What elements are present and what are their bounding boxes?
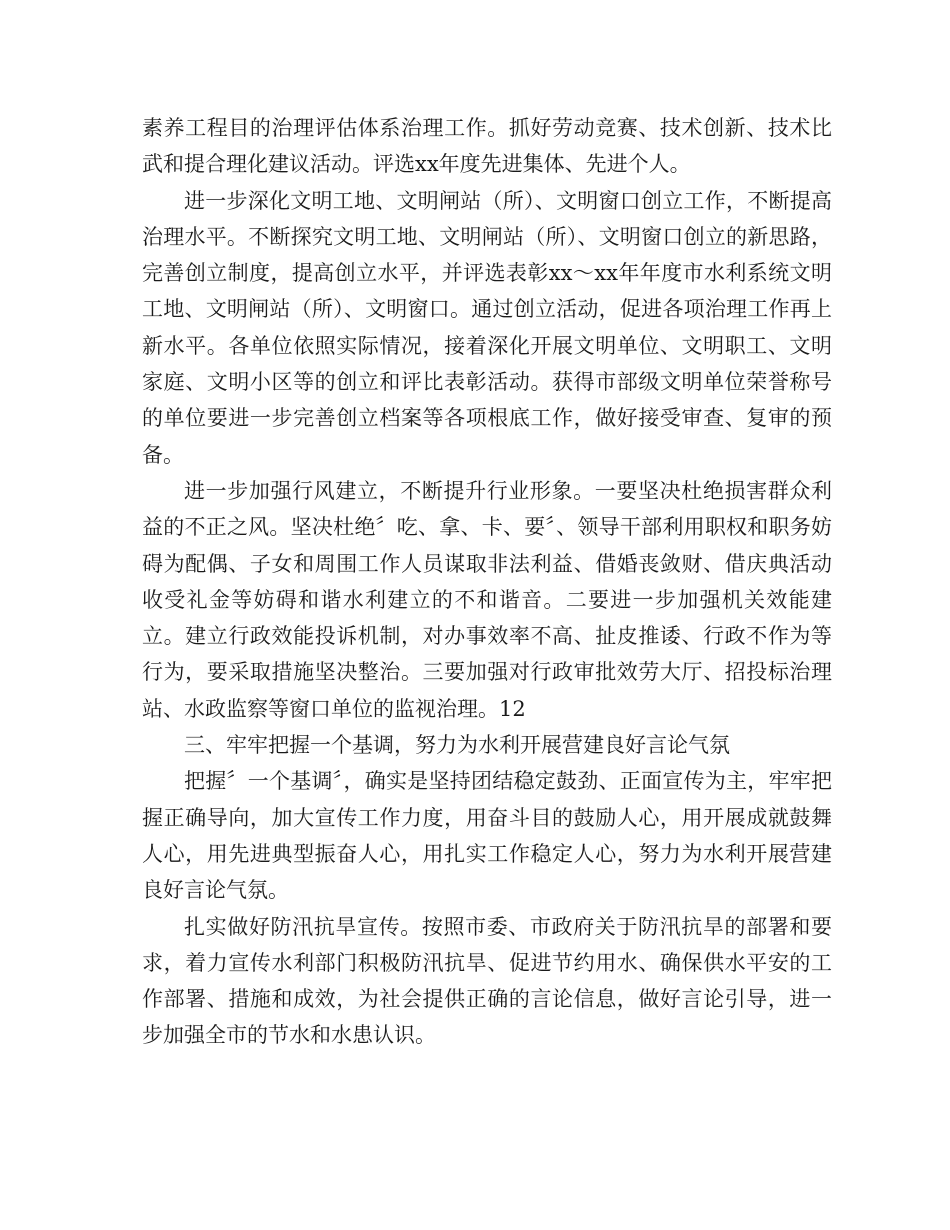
paragraph-civilization-creation: 进一步深化文明工地、文明闸站（所）、文明窗口创立工作，不断提高治理水平。不断探究文明工地、文明闸站（所）、文明窗口创立的新思路，完善创立制度，提高创立水平，并评选表彰xx～xx年年度市水利系统文明工地、文明闸站（所）、文明窗口。通过创立活动，促进各项治理工作再上新水平。各单位依照实际情况，接着深化开展文明单位、文明职工、文明家庭、文明小区等的创立和评比表彰活动。获得市部级文明单位荣誉称号的单位要进一步完善创立档案等各项根底工作，做好接受审查、复审的预备。: [142, 188, 832, 467]
paragraph-industry-style: 进一步加强行风建立，不断提升行业形象。一要坚决杜绝损害群众利益的不正之风。坚决杜绝〞吃、拿、卡、要〞、领导干部利用职权和职务妨碍为配偶、子女和周围工作人员谋取非法利益、借婚丧敛财、借庆典活动收受礼金等妨碍和谐水利建立的不和谐音。二要进一步加强机关效能建立。建立行政效能投诉机制，对办事效率不高、扯皮推诿、行政不作为等行为，要采取措施坚决整治。三要加强对行政审批效劳大厅、招投标治理站、水政监察等窗口单位的监视治理。12: [142, 478, 832, 721]
document-page: [142, 110, 832, 1054]
paragraph-flood-drought-publicity: 扎实做好防汛抗旱宣传。按照市委、市政府关于防汛抗旱的部署和要求，着力宣传水利部门积极防汛抗旱、促进节约用水、确保供水平安的工作部署、措施和成效，为社会提供正确的言论信息，做好言论引导，进一步加强全市的节水和水患认识。: [142, 914, 832, 1048]
paragraph-continuation: 素养工程目的治理评估体系治理工作。抓好劳动竞赛、技术创新、技术比武和提合理化建议活动。评选xx年度先进集体、先进个人。: [142, 116, 832, 177]
paragraph-keynote: 把握〞一个基调〞，确实是坚持团结稳定鼓劲、正面宣传为主，牢牢把握正确导向，加大宣传工作力度，用奋斗目的鼓励人心，用开展成就鼓舞人心，用先进典型振奋人心，用扎实工作稳定人心，努力为水利开展营建良好言论气氛。: [142, 769, 832, 903]
section-heading-three: 三、牢牢把握一个基调，努力为水利开展营建良好言论气氛: [184, 733, 730, 758]
